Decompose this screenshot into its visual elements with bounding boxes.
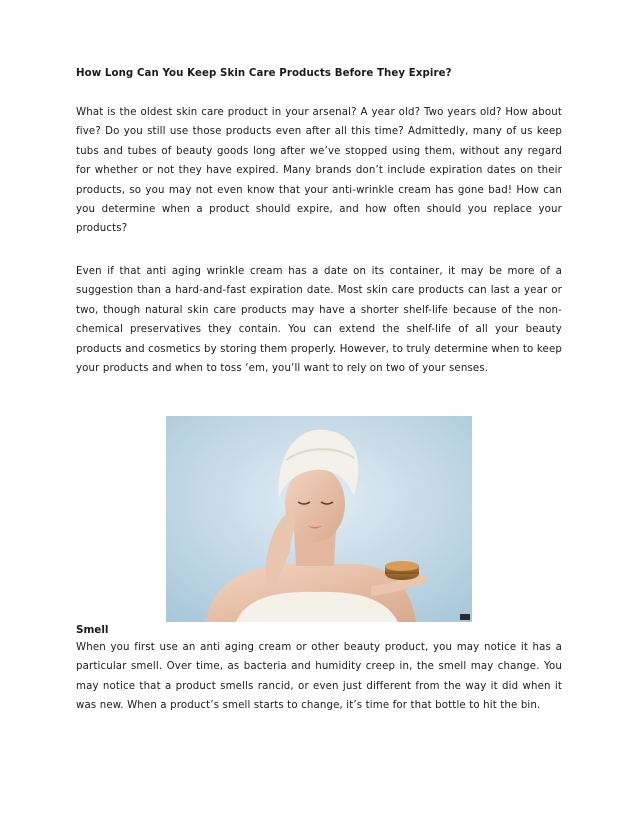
expiration-paragraph: Even if that anti aging wrinkle cream has a date on its container, it may be more of a suggestion than a hard-and-fast expiration date. Most skin care products can last a year or two, though natural skin care products may have a shorter shelf-life because of the non-chemical preservatives they contain. You can extend the shelf-life of all your beauty products and cosmetics by storing them properly. However, to truly determine when to keep your products and when to toss ‘em, you’ll want to rely on two of your senses. xyxy=(76,266,562,375)
intro-paragraph: What is the oldest skin care product in your arsenal? A year old? Two years old? How about five? Do you still use those products even after all this time? Admittedly, many of us keep tubs and tubes of beauty goods long after we’ve stopped using them, without any regard for whether or not they have expired. Many brands don’t include expiration dates on their products, so you may not even know that your anti-wrinkle cream has gone bad! How can you determine when a product should expire, and how often should you replace your products? xyxy=(76,107,562,235)
cream-jar-lid xyxy=(385,561,419,571)
section-heading-smell: Smell xyxy=(76,624,109,636)
article-title: How Long Can You Keep Skin Care Products Before They Expire? xyxy=(76,68,452,79)
woman-skincare-photo xyxy=(166,416,472,622)
watermark-mark xyxy=(460,614,470,620)
section-body-smell: When you first use an anti aging cream or other beauty product, you may notice it has a particular smell. Over time, as bacteria and humidity creep in, the smell may change. You may notice that a product smells rancid, or even just different from the way it did when it was new. When a product’s smell starts to change, it’s time for that bottle to hit the bin. xyxy=(76,642,562,712)
